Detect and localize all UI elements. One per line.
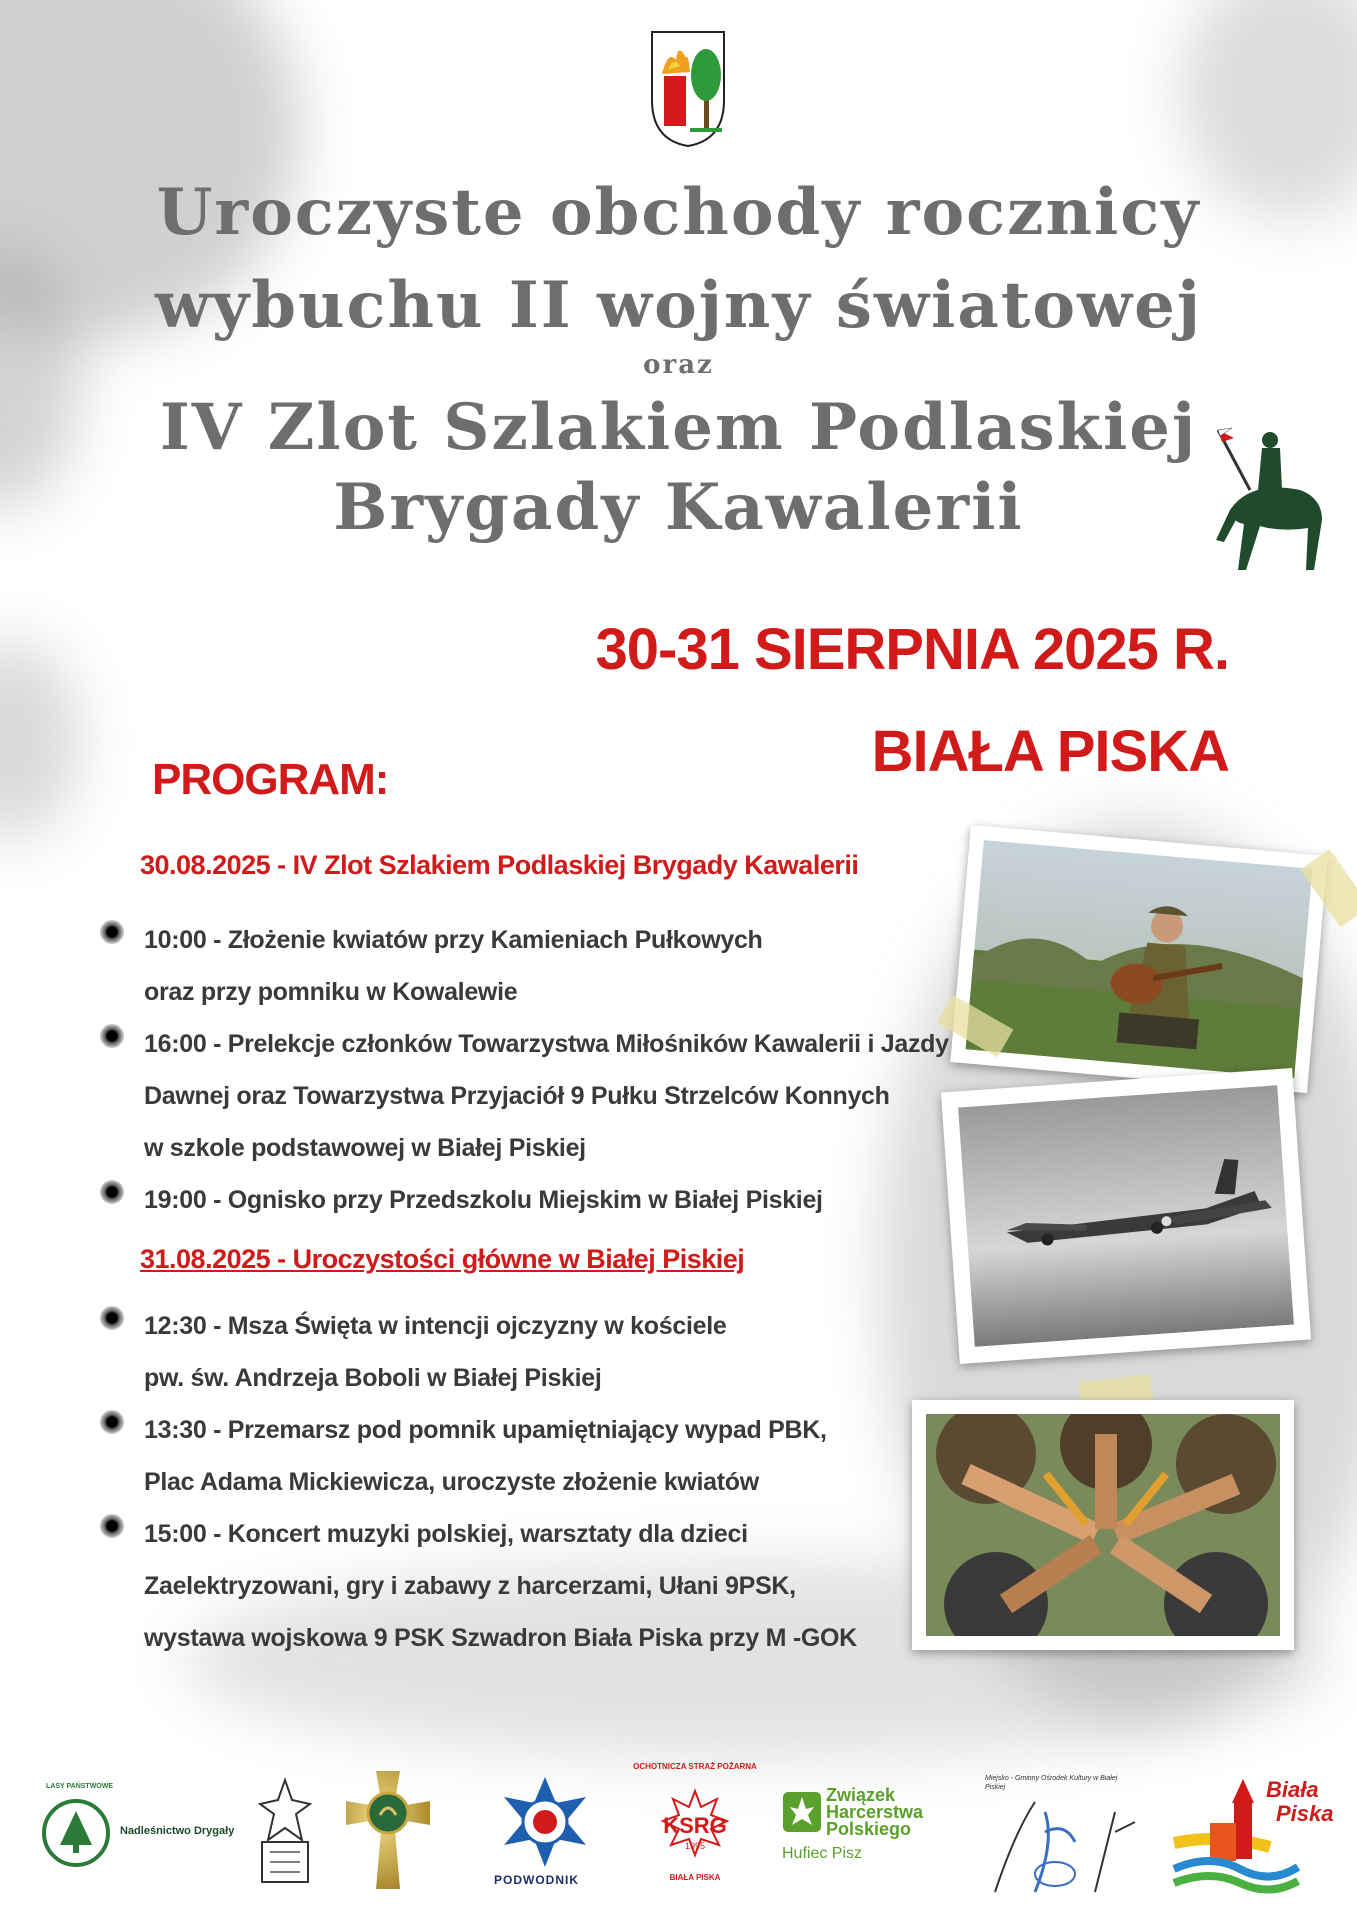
logo-osp-ksrg <box>625 1761 765 1901</box>
biala-piska-coat-of-arms-icon <box>650 30 726 148</box>
scouts-joined-hands-photo <box>926 1414 1280 1636</box>
logo-nadlesnictwo <box>40 1785 240 1885</box>
program-item-line: Zaelektryzowani, gry i zabawy z harcerzami, Ułani 9PSK, <box>144 1572 796 1600</box>
zhp-line3: Polskiego <box>826 1819 912 1839</box>
program-item-line: Plac Adama Mickiewicza, uroczyste złożenie kwiatów <box>144 1468 759 1496</box>
zhp-line1: Związek <box>826 1785 896 1805</box>
bomber-airplane-photo <box>958 1085 1294 1347</box>
program-item-line: 13:30 - Przemarsz pod pomnik upamiętniający wypad PBK, <box>144 1416 827 1444</box>
nadlesnictwo-text: Nadleśnictwo Drygały <box>120 1825 235 1837</box>
logo-podwodnik <box>490 1773 600 1893</box>
program-item-line: 12:30 - Msza Święta w intencji ojczyzny w kościele <box>144 1312 727 1340</box>
background-splash <box>0 640 80 840</box>
osp-year-text: 1995 <box>684 1841 706 1851</box>
program-heading: PROGRAM: <box>152 755 389 804</box>
program-item-line: oraz przy pomniku w Kowalewie <box>144 978 518 1006</box>
dancers-silhouette-icon <box>975 1792 1145 1902</box>
diving-star-icon <box>490 1773 600 1873</box>
program-item-line: 16:00 - Prelekcje członków Towarzystwa Miłośników Kawalerii i Jazdy <box>144 1030 949 1058</box>
military-cross-icon <box>338 1767 438 1895</box>
logo-mgok <box>975 1770 1145 1900</box>
photo-bomber-plane <box>941 1068 1311 1364</box>
logo-zhp <box>782 1787 952 1887</box>
osp-main-text: KSRG <box>663 1813 727 1838</box>
program-item-line: pw. św. Andrzeja Boboli w Białej Piskiej <box>144 1364 602 1392</box>
bullet-hole-icon <box>100 1180 124 1204</box>
program-item-line: wystawa wojskowa 9 PSK Szwadron Biała Piska przy M -GOK <box>144 1624 857 1652</box>
event-dates: 30-31 SIERPNIA 2025 R. <box>595 617 1229 682</box>
bullet-hole-icon <box>100 1024 124 1048</box>
title-line-4: Brygady Kawalerii <box>333 470 1024 545</box>
program-item-line: w szkole podstawowej w Białej Piskiej <box>144 1134 586 1162</box>
program-item-line: 10:00 - Złożenie kwiatów przy Kamieniach Pułkowych <box>144 926 763 954</box>
regiment-eagle-emblem-icon <box>250 1770 320 1890</box>
osp-top-text: OCHOTNICZA STRAŻ POŻARNA <box>633 1762 757 1771</box>
woman-playing-guitar-photo <box>965 840 1312 1078</box>
program-item-line: 19:00 - Ognisko przy Przedszkolu Miejskim w Białej Piskiej <box>144 1186 823 1214</box>
title-line-1: Uroczyste obchody rocznicy <box>156 175 1201 250</box>
zhp-line2: Harcerstwa <box>826 1802 924 1822</box>
day1-heading: 30.08.2025 - IV Zlot Szlakiem Podlaskiej Brygady Kawalerii <box>140 850 859 880</box>
zhp-lily-icon <box>782 1791 822 1833</box>
bullet-hole-icon <box>100 920 124 944</box>
bullet-hole-icon <box>100 1410 124 1434</box>
bullet-hole-icon <box>100 1514 124 1538</box>
town-line2: Piska <box>1276 1801 1334 1826</box>
osp-bottom-text: BIAŁA PISKA <box>669 1873 721 1882</box>
title-conjunction: oraz <box>643 350 714 380</box>
cavalry-rider-icon <box>1210 420 1330 590</box>
town-line1: Biała <box>1266 1777 1319 1802</box>
lasy-text: LASY PAŃSTWOWE <box>46 1783 114 1790</box>
logo-biala-piska <box>1170 1773 1340 1898</box>
title-line-3: IV Zlot Szlakiem Podlaskiej <box>159 390 1198 465</box>
title-line-2: wybuchu II wojny światowej <box>154 268 1203 343</box>
program-item-line: 15:00 - Koncert muzyki polskiej, warsztaty dla dzieci <box>144 1520 748 1548</box>
zhp-sub: Hufiec Pisz <box>782 1845 863 1862</box>
day2-heading: 31.08.2025 - Uroczystości główne w Białej Piskiej <box>140 1244 745 1274</box>
podwodnik-text: PODWODNIK <box>494 1873 579 1887</box>
mgok-text: Miejsko - Gminny Ośrodek Kultury w Białej Piskiej <box>985 1775 1118 1791</box>
photo-woman-guitar <box>950 825 1327 1093</box>
lasy-panstwowe-icon <box>40 1785 112 1881</box>
program-item-line: Dawnej oraz Towarzystwa Przyjaciół 9 Pułku Strzelców Konnych <box>144 1082 890 1110</box>
event-place: BIAŁA PISKA <box>871 719 1229 784</box>
photo-scouts-hands <box>912 1400 1294 1650</box>
bullet-hole-icon <box>100 1306 124 1330</box>
sponsors-bar <box>0 1745 1357 1920</box>
